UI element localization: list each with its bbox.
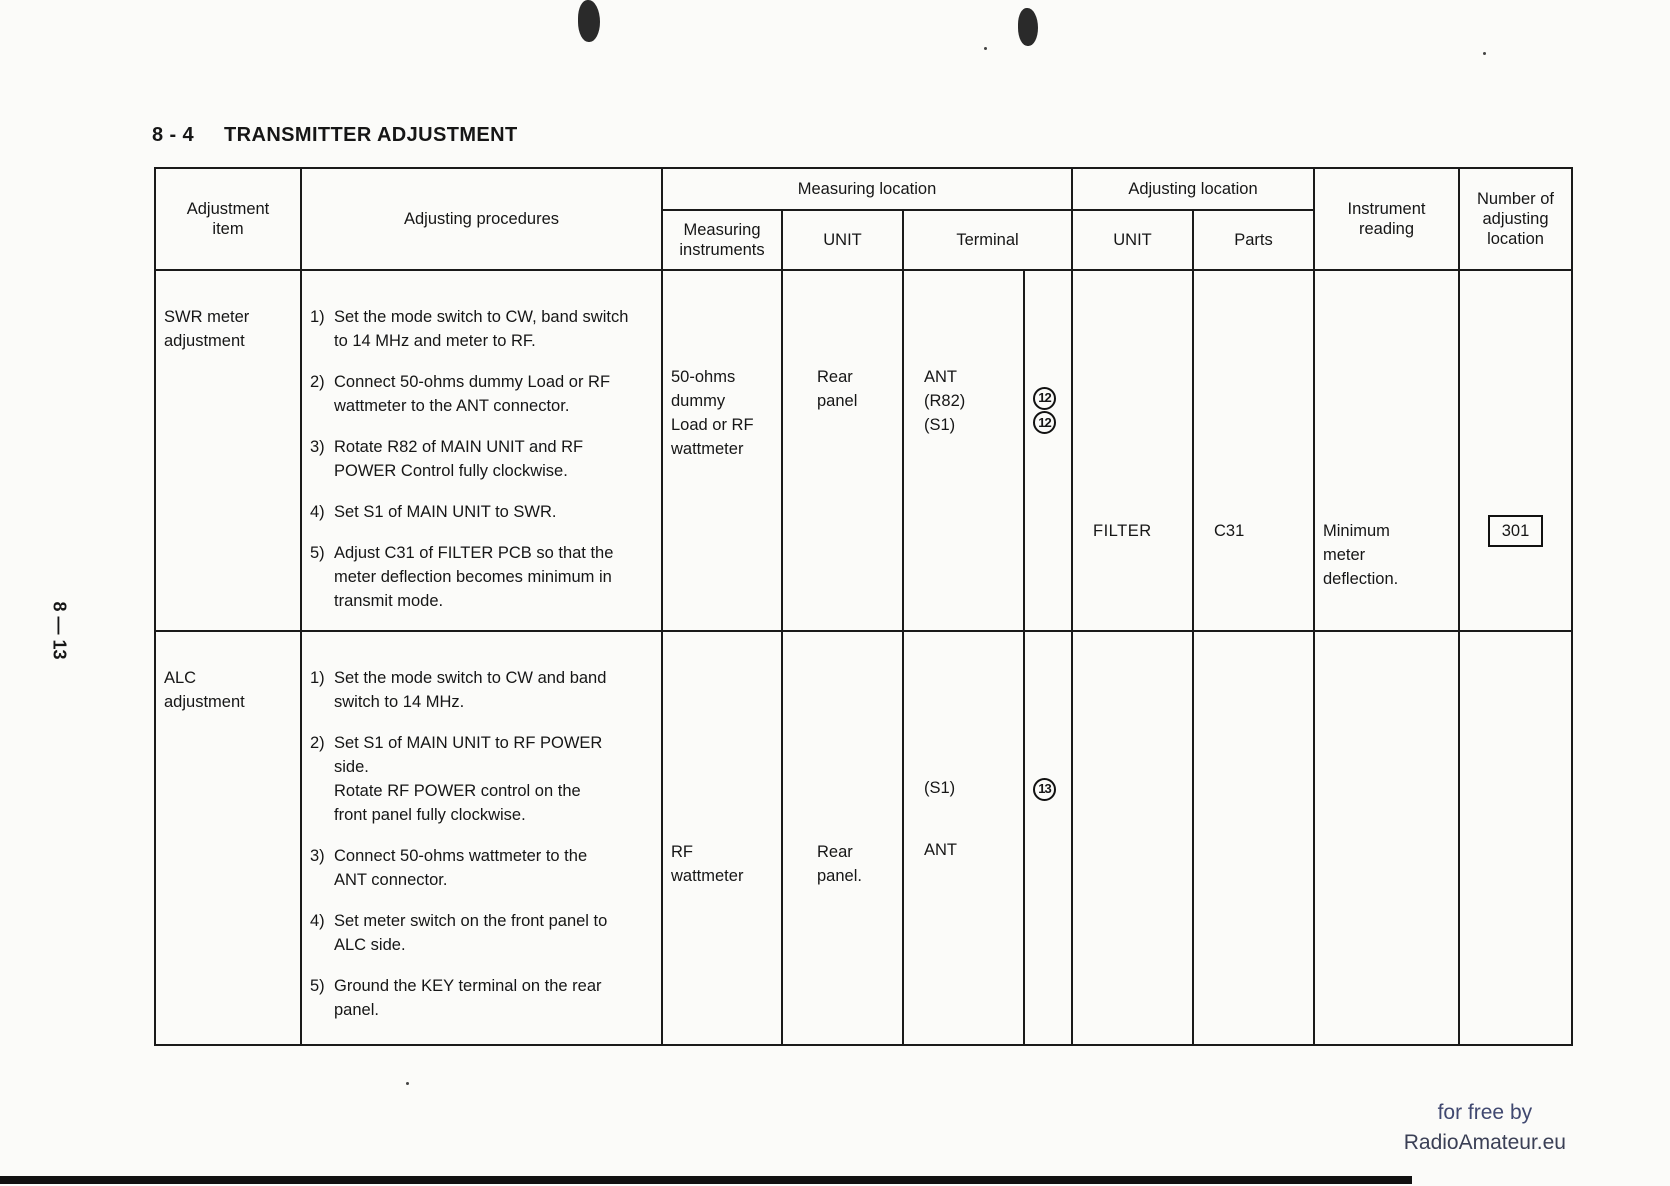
location-number-cell (1459, 270, 1572, 631)
procedure-step (310, 974, 657, 1022)
instrument-reading-cell (1314, 270, 1459, 631)
adjustment-item: SWR meter adjustment (164, 308, 250, 350)
header-terminal: Terminal (903, 210, 1072, 270)
terminal-mark-icon: 13 (1033, 778, 1056, 801)
procedure-step (310, 666, 657, 714)
measuring-unit-cell (782, 631, 903, 1045)
header-measuring-unit: UNIT (782, 210, 903, 270)
header-row-top (155, 168, 1572, 210)
procedure-step (310, 909, 657, 957)
procedure-step (310, 370, 657, 418)
measuring-instrument: 50-ohms dummy Load or RF wattmeter (671, 368, 754, 458)
scan-speck (984, 47, 987, 50)
procedure-step (310, 500, 657, 524)
side-page-number: 8 — 13 (49, 601, 70, 660)
measuring-unit-cell (782, 270, 903, 631)
adjusting-part: C31 (1214, 522, 1245, 540)
procedure-step (310, 844, 657, 892)
instrument-reading: Minimum meter deflection. (1323, 522, 1399, 588)
measuring-unit: Rear panel (817, 368, 858, 410)
section-heading (152, 124, 518, 147)
step-text: Set the mode switch to CW and band switch to 14 MHz. (334, 669, 607, 711)
adjustment-item-cell (155, 270, 301, 631)
location-number-cell (1459, 631, 1572, 1045)
step-text: Set S1 of MAIN UNIT to SWR. (334, 503, 557, 521)
adjustment-item: ALC adjustment (164, 669, 245, 711)
terminal-cell (903, 270, 1024, 631)
scan-bottom-edge (0, 1176, 1412, 1184)
procedures-cell (301, 270, 662, 631)
step-number: 4) (310, 912, 325, 930)
location-number-badge: 301 (1488, 515, 1544, 547)
header-adjusting-procedures: Adjusting procedures (301, 168, 662, 270)
header-parts: Parts (1193, 210, 1314, 270)
scan-mark-right (1018, 8, 1038, 46)
step-text: Adjust C31 of FILTER PCB so that the meter deflection becomes minimum in transmit mode. (334, 544, 614, 610)
procedure-list (302, 271, 661, 613)
watermark-line2: RadioAmateur.eu (1403, 1131, 1566, 1154)
instrument-reading-cell (1314, 631, 1459, 1045)
scan-mark-left (578, 0, 600, 42)
section-number: 8 - 4 (152, 124, 195, 146)
measuring-instrument-cell (662, 631, 782, 1045)
measuring-unit: Rear panel. (817, 843, 862, 885)
step-number: 2) (310, 734, 325, 752)
section-title: TRANSMITTER ADJUSTMENT (224, 124, 518, 146)
measuring-instrument: RF wattmeter (671, 843, 744, 885)
source-watermark (1404, 1098, 1566, 1158)
transmitter-adjustment-table (154, 167, 1573, 1046)
step-number: 2) (310, 373, 325, 391)
procedure-step (310, 305, 657, 353)
terminal-mark-cell (1024, 631, 1072, 1045)
header-measuring-instruments: Measuring instruments (662, 210, 782, 270)
scan-speck (406, 1082, 409, 1085)
step-number: 5) (310, 544, 325, 562)
table-row (155, 631, 1572, 1045)
step-text: Connect 50-ohms dummy Load or RF wattmeter to the ANT connector. (334, 373, 611, 415)
step-text: Set meter switch on the front panel to ALC side. (334, 912, 608, 954)
step-text: Set the mode switch to CW, band switch to 14 MHz and meter to RF. (334, 308, 629, 350)
step-number: 5) (310, 977, 325, 995)
terminal-mark-icon: 12 (1033, 411, 1056, 434)
terminal-name: ANT (R82) (S1) (924, 368, 966, 434)
terminal-cell (903, 631, 1024, 1045)
header-adjustment-item: Adjustment item (155, 168, 301, 270)
header-measuring-location: Measuring location (662, 168, 1072, 210)
header-instrument-reading: Instrument reading (1314, 168, 1459, 270)
step-text: Ground the KEY terminal on the rear panel. (334, 977, 602, 1019)
step-text: Rotate R82 of MAIN UNIT and RF POWER Control fully clockwise. (334, 438, 584, 480)
adjusting-unit-cell (1072, 631, 1193, 1045)
terminal-mark-icon: 12 (1033, 387, 1056, 410)
header-adjusting-location: Adjusting location (1072, 168, 1314, 210)
terminal-s1: (S1) (924, 779, 956, 797)
procedure-step (310, 435, 657, 483)
adjusting-unit-cell (1072, 270, 1193, 631)
step-text: Connect 50-ohms wattmeter to the ANT connector. (334, 847, 588, 889)
step-number: 4) (310, 503, 325, 521)
scan-speck (1483, 52, 1486, 55)
parts-cell (1193, 270, 1314, 631)
step-number: 1) (310, 308, 325, 326)
parts-cell (1193, 631, 1314, 1045)
step-text: Set S1 of MAIN UNIT to RF POWER side. Rotate RF POWER control on the front panel fully clockwise. (334, 734, 603, 824)
table-row (155, 270, 1572, 631)
procedures-cell (301, 631, 662, 1045)
procedure-list (302, 632, 661, 1022)
terminal-ant: ANT (924, 841, 957, 859)
measuring-instrument-cell (662, 270, 782, 631)
adjusting-unit: FILTER (1093, 522, 1152, 540)
procedure-step (310, 731, 657, 827)
adjustment-item-cell (155, 631, 301, 1045)
step-number: 3) (310, 847, 325, 865)
terminal-mark-cell (1024, 270, 1072, 631)
watermark-line1: for free by (1437, 1101, 1533, 1124)
header-number-of-adjusting-location: Number of adjusting location (1459, 168, 1572, 270)
header-adjusting-unit: UNIT (1072, 210, 1193, 270)
procedure-step (310, 541, 657, 613)
step-number: 1) (310, 669, 325, 687)
step-number: 3) (310, 438, 325, 456)
